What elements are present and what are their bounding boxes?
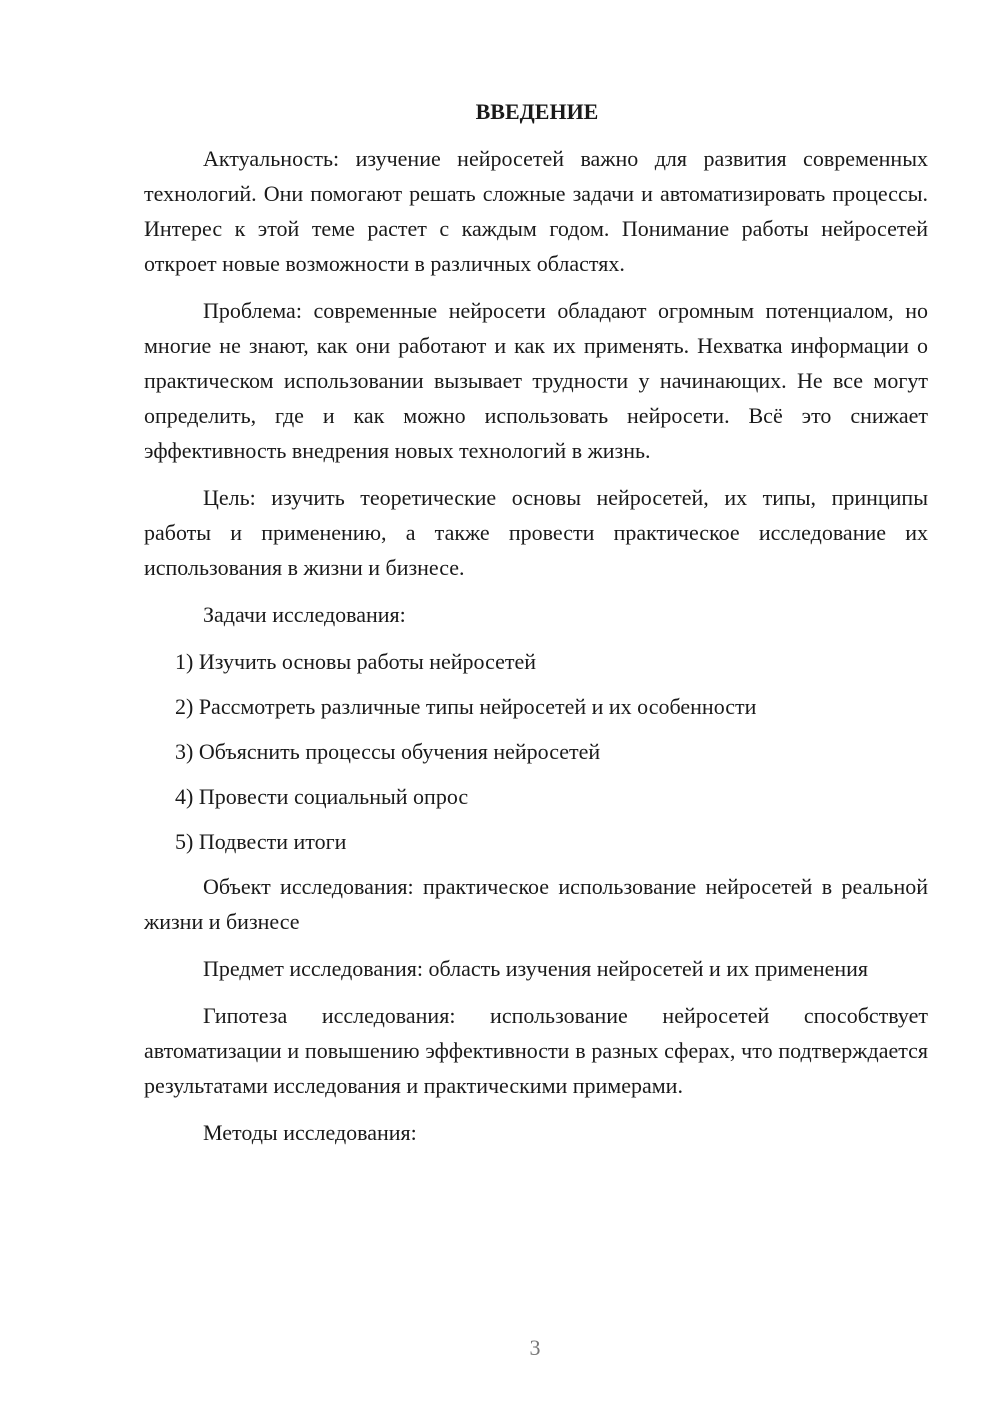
paragraph-problem: Проблема: современные нейросети обладают огромным потенциалом, но многие не знают, как они работают и как их применять. Нехватка информации о практическом использовании вызывает трудности у начинающих. Не все могут определить, где и как можно использовать нейросети. Всё это снижает эффективность внедрения новых технологий в жизнь.	[144, 298, 928, 463]
paragraph-object: Объект исследования: практическое использование нейросетей в реальной жизни и бизнесе	[144, 874, 928, 934]
paragraph-tasks-heading: Задачи исследования:	[203, 602, 406, 627]
list-item: 1) Изучить основы работы нейросетей	[175, 649, 537, 674]
section-title: ВВЕДЕНИЕ	[475, 99, 599, 124]
page-number: 3	[529, 1335, 541, 1360]
paragraph-hypothesis: Гипотеза исследования: использование нейросетей способствует автоматизации и повышению эффективности в разных сферах, что подтверждается результатами исследования и практическими примерами.	[144, 1003, 928, 1098]
paragraph-subject: Предмет исследования: область изучения нейросетей и их применения	[203, 956, 869, 981]
paragraph-methods-heading: Методы исследования:	[203, 1120, 417, 1145]
list-item: 5) Подвести итоги	[175, 829, 347, 854]
list-item: 2) Рассмотреть различные типы нейросетей и их особенности	[175, 694, 757, 719]
paragraph-relevance: Актуальность: изучение нейросетей важно для развития современных технологий. Они помогают решать сложные задачи и автоматизировать процессы. Интерес к этой теме растет с каждым годом. Понимание работы нейросетей откроет новые возможности в различных областях.	[144, 146, 928, 276]
list-item: 4) Провести социальный опрос	[175, 784, 469, 809]
tasks-list	[144, 644, 928, 859]
paragraph-goal: Цель: изучить теоретические основы нейросетей, их типы, принципы работы и применению, а также провести практическое исследование их использования в жизни и бизнесе.	[144, 485, 928, 580]
page-content	[144, 94, 928, 1150]
list-item: 3) Объяснить процессы обучения нейросетей	[175, 739, 601, 764]
